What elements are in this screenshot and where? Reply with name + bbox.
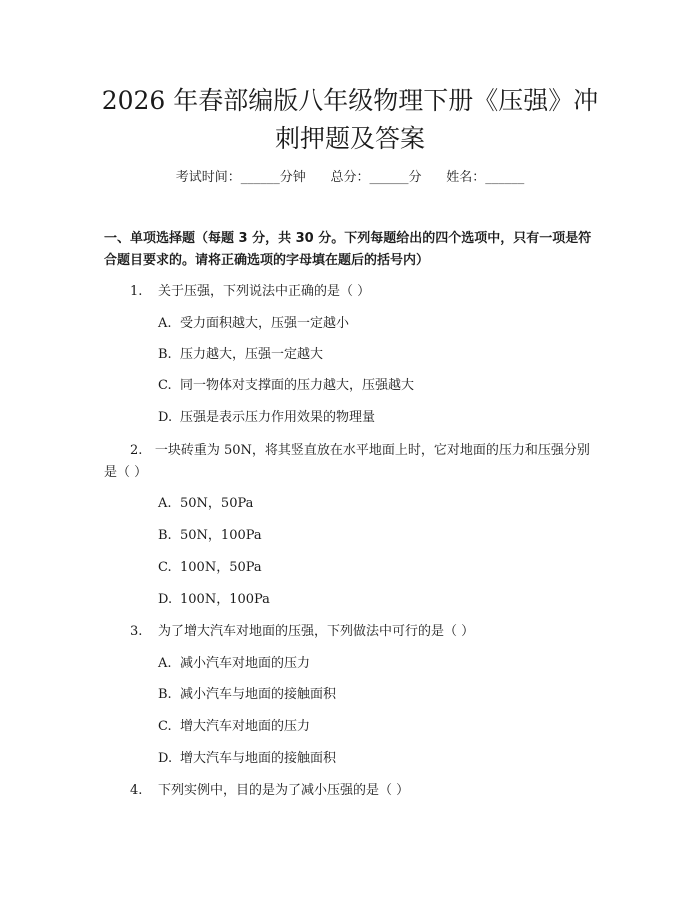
question-text: 为了增大汽车对地面的压强，下列做法中可行的是（ ） [158,624,475,639]
question-text: 下列实例中，目的是为了减小压强的是（ ） [158,783,410,798]
option-letter: A. [158,316,172,331]
title-line-2: 刺押题及答案 [274,124,425,153]
option-text: 增大汽车与地面的接触面积 [180,751,337,766]
question-number: 3. [130,624,143,639]
option-letter: A. [158,496,172,511]
option-2b [158,526,598,546]
option-text: 压强是表示压力作用效果的物理量 [180,410,376,425]
option-1c [158,376,598,396]
section-heading: 一、单项选择题（每题 3 分，共 30 分。下列每题给出的四个选项中，只有一项是符合题目要求的。请将正确选项的字母填在题后的括号内） [104,231,592,268]
option-text: 压力越大，压强一定越大 [180,347,324,362]
option-1d [158,408,598,428]
option-letter: B. [158,687,172,702]
option-letter: D. [158,410,173,425]
question-4 [104,779,600,803]
option-letter: A. [158,656,172,671]
option-letter: C. [158,378,172,393]
option-2a [158,494,598,514]
option-letter: B. [158,347,172,362]
option-text: 减小汽车对地面的压力 [180,656,311,671]
option-1a [158,314,598,334]
question-number: 2. [130,443,143,458]
option-letter: D. [158,751,173,766]
exam-info: 考试时间：______分钟 总分：______分 姓名：______ [175,170,525,185]
document-title [60,82,640,158]
option-3a [158,654,598,674]
option-text: 增大汽车对地面的压力 [180,719,311,734]
option-text: 受力面积越大，压强一定越小 [180,316,350,331]
option-text: 100N，50Pa [180,560,262,575]
option-text: 50N，50Pa [180,496,254,511]
question-3 [104,620,600,644]
question-text: 关于压强，下列说法中正确的是（ ） [158,284,371,299]
option-letter: C. [158,719,172,734]
option-text: 100N，100Pa [180,592,270,607]
option-2d [158,590,598,610]
option-letter: B. [158,528,172,543]
option-text: 50N，100Pa [180,528,262,543]
question-text: 一块砖重为 50N，将其竖直放在水平地面上时，它对地面的压力和压强分别是（ ） [104,443,590,480]
question-1 [104,280,600,304]
option-3c [158,717,598,737]
question-number: 1. [130,284,143,299]
option-text: 减小汽车与地面的接触面积 [180,687,337,702]
option-text: 同一物体对支撑面的压力越大，压强越大 [180,378,415,393]
option-2c [158,558,598,578]
question-number: 4. [130,783,143,798]
option-letter: C. [158,560,172,575]
title-line-1: 2026 年春部编版八年级物理下册《压强》冲 [101,86,599,115]
option-3b [158,685,598,705]
option-letter: D. [158,592,173,607]
option-3d [158,749,598,769]
option-1b [158,345,598,365]
question-2 [104,440,600,484]
